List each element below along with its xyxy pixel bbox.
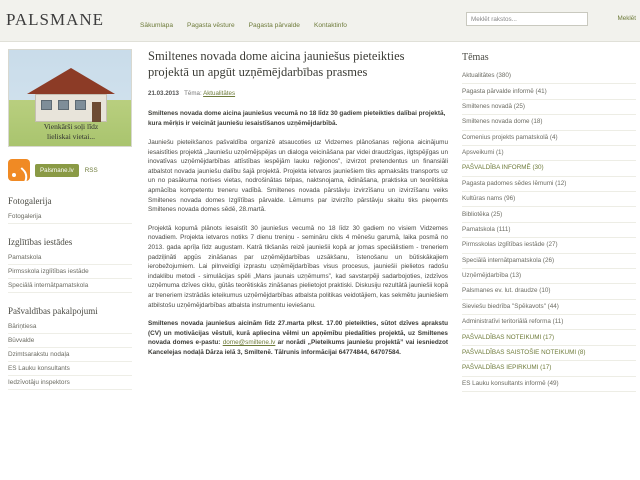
left-sidebar [0,43,140,390]
main-navigation [140,22,347,29]
service-link-registry-office[interactable]: Dzimtsarakstu nodaļa [8,351,70,358]
house-roof-icon [27,68,115,94]
banner-caption [9,122,132,142]
contact-email-link[interactable]: dome@smiltene.lv [222,339,276,347]
topic-item[interactable]: Apsveikumi (1) [462,149,504,157]
list-item[interactable] [8,279,132,293]
topic-item[interactable]: Speciālā internātpamatskola (26) [462,256,555,264]
rss-icon[interactable] [8,159,30,181]
list-item[interactable] [8,320,132,334]
list-item[interactable] [462,361,636,376]
rss-link[interactable]: RSS [84,166,98,174]
search-button[interactable]: Meklēt [617,15,636,22]
topic-link[interactable]: Aktualitātes [203,90,236,97]
list-item[interactable] [8,376,132,390]
list-item[interactable] [8,251,132,265]
topic-item[interactable]: Pirmsskolas izglītības iestāde (27) [462,241,558,249]
topic-item[interactable]: Administratīvi teritoriālā reforma (11) [462,318,564,326]
final-paragraph-suffix: ar norādi „Pieteikums jauniešu projektā” vai iesniedzot Kancelejas nodaļā Dārza ielā 3, Smiltenē. Tālrunis informācijai 64774844, 64707584. [148,339,448,356]
list-item[interactable] [8,334,132,348]
topic-item[interactable]: PAŠVALDĪBAS NOTEIKUMI (17) [462,333,555,341]
topic-item[interactable]: Pagasta pārvalde informē (41) [462,87,547,95]
list-item[interactable] [462,377,636,392]
list-item[interactable] [462,238,636,253]
topic-item[interactable]: Uzņēmējdarbība (13) [462,272,522,280]
topic-item[interactable]: Sieviešu biedrība "Spēkavots" (44) [462,302,559,310]
house-window-icon [58,100,69,110]
gallery-section-title: Fotogalerija [8,196,52,206]
service-link-eu-rural-consultant[interactable]: ES Lauku konsultants [8,365,70,372]
article-lead: Smiltenes novada dome aicina jauniešus vecumā no 18 līdz 30 gadiem pieteikties dalībai projektā, kura mērķis ir veicināt jauniešu iesaistīšanos uzņēmējdarbībā. [148,110,446,127]
list-item[interactable] [462,315,636,330]
list-item[interactable] [462,207,636,222]
service-link-building-board[interactable]: Būvvalde [8,337,35,344]
house-window-icon [75,100,86,110]
nav-item-contact[interactable]: Kontaktinfo [313,22,347,29]
list-item[interactable] [462,84,636,99]
edu-link-pamatskola[interactable]: Pamatskola [8,254,42,261]
education-list [8,251,132,293]
topic-label: Tēma: [184,90,202,97]
site-logo[interactable]: PALSMANE [6,10,105,29]
site-header [0,0,640,42]
list-item[interactable] [462,284,636,299]
topic-item[interactable]: ES Lauku konsultants informē (49) [462,379,559,387]
topic-item[interactable]: Pamatskola (111) [462,225,511,233]
list-item[interactable] [462,177,636,192]
list-item[interactable] [462,330,636,345]
edu-link-special-school[interactable]: Speciālā internātpamatskola [8,282,89,289]
banner-caption-line2: lieliskai vietai... [47,132,95,141]
topic-item[interactable]: Pagasta padomes sēdes lēmumi (12) [462,179,567,187]
topic-item[interactable]: Kultūras nams (96) [462,195,516,203]
list-item[interactable] [462,115,636,130]
list-item[interactable] [8,210,132,224]
list-item[interactable] [462,192,636,207]
article-paragraph: Projektā kopumā plānots iesaistīt 30 jauniešus vecumā no 18 līdz 30 gadiem no visiem Vidzemes novadiem. Projekta ietvaros notiks 7 dienu treniņu - semināru cikls 4 mēnešu garumā, laika posmā no 2013. gada aprīļa līdz augustam. Katrā tikšanās reizē jauniešii kopā ar jomas speciālistiem - treneriem padziļināti apgūs zināšanas par uzņēmējdarbības uzsākšanu, īstenošanu un būtiskākajiem ierobežojumiem. Lai pilnveidīgi izprastu uzņēmējdarbības visus procesus, jauniešii pielietos radošu indaklibu metodi - simulācijas spēli „Mans jaunais uzņēmums”, kad savstarpēji sadarbojoties, izdzīvos uzņēmuma dzīves ciklu, gūtās teorētiskās zināšanas pielietojot praktiski. Diskusiju rezultātā jauniešii kopā ar treneriem izstrādās ieteikumus uzņēmējdarbības atbalsta politikas veidotājiem, kas sekmētu jauniešiem atbilstošu uzņēmējdarbības atbalsta instrumentu ieviešanu. [148,224,448,309]
rss-row[interactable] [8,157,132,183]
list-item[interactable] [462,254,636,269]
topic-item[interactable]: Smiltenes novadā (25) [462,102,526,110]
nav-item-administration[interactable]: Pagasta pārvalde [248,22,300,29]
house-window-icon [41,100,52,110]
banner-image[interactable] [8,49,132,147]
article-date: 21.03.2013 [148,90,179,97]
topic-item[interactable]: Smiltenes novada dome (18) [462,118,543,126]
list-item[interactable] [462,161,636,176]
nav-item-history[interactable]: Pagasta vēsture [187,22,235,29]
list-item[interactable] [8,348,132,362]
article-main [148,48,448,366]
list-item[interactable] [462,69,636,84]
article-final-paragraph [148,319,448,357]
topic-item[interactable]: PAŠVALDĪBAS IEPIRKUMI (17) [462,364,552,372]
list-item[interactable] [462,131,636,146]
banner-caption-line1: Vienkārši soļi līdz [43,122,99,131]
topics-title: Tēmas [462,52,489,63]
topic-item[interactable]: Comenius projekts pamatskolā (4) [462,133,558,141]
topics-list [462,69,636,392]
article-meta [148,90,448,97]
topic-item[interactable]: Aktualitātes (380) [462,72,512,80]
final-paragraph-prefix: Smiltenes novada jauniešus aicinām līdz 27.marta plkst. 17.00 pieteikties, sūtot dzīves aprakstu (CV) un motivācijas vēstuli, kurā apliecina vēlmi un apņēmību piedalīties projektā, uz Smiltenes novada domes e-pastu: [148,320,448,347]
article-paragraph: Jauniešu pieteikšanos pašvaldība organizē atsaucoties uz Vidzemes plānošanas reģiona aicinājumu iesaistīties projektā „Jauniešu uzņēmējspējas un dialoga veicināšana par videi draudzīgas, ilgtspējīgas un inovatīvas uzņēmējdarbības attīstības iespējām lauku reģionos”, izvirzot pretendentus un finansiāli atbalstot novada jauniešu dalību šajā projektā. Projekta ietvaros jauniešiem tiks apmaksāts transports uz un no pasākuma norises vietas, nodrošinātas telpas, naktsnojama, ēdināšana, praktiska un teorētiska apmācība kompetentu treneru vadībā. Smiltenes novada pārstāvju izvirzīšanu un izvirzīšanu veiks Smiltenes novada domes Izglītības pārvalde. Lēmums par izvirzīto pārstāvju skaitu tiks pieņemts Smiltenes novada domes sēdē, 28.martā. [148,139,448,214]
search-input[interactable]: Meklēt rakstos... [466,12,588,26]
service-link-orphans-court[interactable]: Bāriņtiesa [8,323,37,330]
list-item[interactable] [462,223,636,238]
services-section-title: Pašvaldības pakalpojumi [8,306,98,316]
list-item[interactable] [462,269,636,284]
services-list [8,320,132,390]
topic-item[interactable]: Bibliotēka (25) [462,210,503,218]
list-item[interactable] [462,300,636,315]
gallery-list [8,210,132,224]
list-item[interactable] [8,362,132,376]
nav-item-home[interactable]: Sākumlapa [140,22,173,29]
house-door-icon [92,102,101,122]
list-item[interactable] [462,346,636,361]
education-section-title: Izglītības iestādes [8,237,73,247]
rss-site-label: Palsmane.lv [35,164,79,177]
edu-link-preschool[interactable]: Pirmsskola izglītības iestāde [8,268,89,275]
topic-item[interactable]: PAŠVALDĪBAS SAISTOŠIE NOTEIKUMI (8) [462,348,586,356]
page-title: Smiltenes novada dome aicina jauniešus pieteikties projektā un apgūt uzņēmējdarbības prasmes [148,49,405,79]
list-item[interactable] [462,146,636,161]
right-sidebar [462,52,636,392]
list-item[interactable] [8,265,132,279]
service-link-inspector[interactable]: Iedzīvotāju inspektors [8,379,70,386]
topic-item[interactable]: PAŠVALDĪBA INFORMĒ (30) [462,164,544,172]
gallery-link[interactable]: Fotogalerija [8,213,42,220]
list-item[interactable] [462,100,636,115]
topic-item[interactable]: Palsmanes ev. lut. draudze (10) [462,287,551,295]
